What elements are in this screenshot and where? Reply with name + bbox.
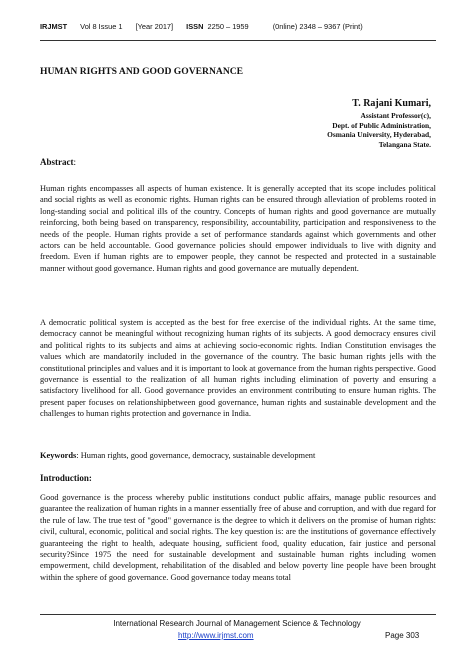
journal-abbr: IRJMST [40,22,68,31]
keywords-label: Keywords [40,451,77,460]
abstract-label: Abstract [40,157,74,167]
issn-number: 2250 – 1959 [207,22,249,31]
introduction-heading: Introduction: [40,473,92,483]
page-number: Page 303 [385,631,420,640]
footer-divider [40,614,436,615]
affiliation-line: Telangana State. [378,139,431,149]
volume-issue: Vol 8 Issue 1 [80,22,123,31]
footer-journal-name: International Research Journal of Management Science & Technology [113,619,361,628]
keywords-text: : Human rights, good governance, democracy, sustainable development [76,451,316,460]
keywords-line [40,451,436,460]
journal-header [40,22,440,31]
abstract-paragraph-1: Human rights encompasses all aspects of human existence. It is generally accepted that its scope includes political and social rights as well as economic rights. Human rights can be ensured through alleviation of problems rooted in long-standing social and political ills of the country. Concepts of human rights and good governance are mutually reinforcing, both being based on transparency, responsibility, accountability, participation and responsiveness to the needs of the people. Human rights provide a set of performance standards against which governments and other actors can be held accountable. Good governance policies should empower individuals to live with dignity and freedom. Even if human rights are to empower people, they cannot be respected and protected in a sustainable manner without good governance. Human rights and good governance are mutually dependent. [40,184,436,273]
paper-title: HUMAN RIGHTS AND GOOD GOVERNANCE [40,66,244,77]
affiliation-line: Assistant Professor(c), [360,111,431,120]
author-name: T. Rajani Kumari, [352,98,431,109]
abstract-colon: : [73,157,77,167]
header-divider [40,40,436,41]
year: [Year 2017] [135,22,174,31]
introduction-paragraph: Good governance is the process whereby public institutions conduct public affairs, manage public resources and guarantee the realization of human rights in a manner essentially free of abuse and corruption, and with due regard for the rule of law. The true test of "good" governance is the degree to which it delivers on the promise of human rights: civil, cultural, economic, political and social rights. The key question is: are the institutions of governance effectively guaranteeing the right to health, adequate housing, sufficient food, quality education, fair justice and personal security?Since 1975 the need for sustainable development and sustainable human rights including women empowerment, child development, rehabilitation of the disabled and below poverty line people have been brought within the sphere of good governance. Good governance today means total [40,493,436,582]
abstract-heading [40,157,76,167]
author-block [327,98,431,149]
abstract-paragraph-2: A democratic political system is accepted as the best for free exercise of the individual rights. At the same time, democracy cannot be meaningful without recognizing human rights of its subjects. A good democracy ensures civil and political rights to its subjects and aims at achieving socio-economic rights. Indian Constitution envisages the values which are mandatorily included in the governance of the country. The basic human rights jells with the constitutional principles and values and it is important to look at governance from the human rights perspective. Good governance is essential to the realization of all human rights including elimination of poverty and ensuring a satisfactory livelihood for all. Good governance provides an environment contributing to ensure human rights. The present paper focuses on relationshipbetween good governance, human rights and sustainable development and the challenges to human rights protection and governance in India. [40,318,436,419]
journal-url-link[interactable]: http://www.irjmst.com [178,631,254,640]
affiliation-line: Dept. of Public Administration, [332,120,431,130]
issn-label: ISSN [186,22,204,31]
affiliation-line: Osmania University, Hyderabad, [327,130,431,140]
issn-online: (0nline) 2348 – 9367 (Print) [272,22,363,31]
